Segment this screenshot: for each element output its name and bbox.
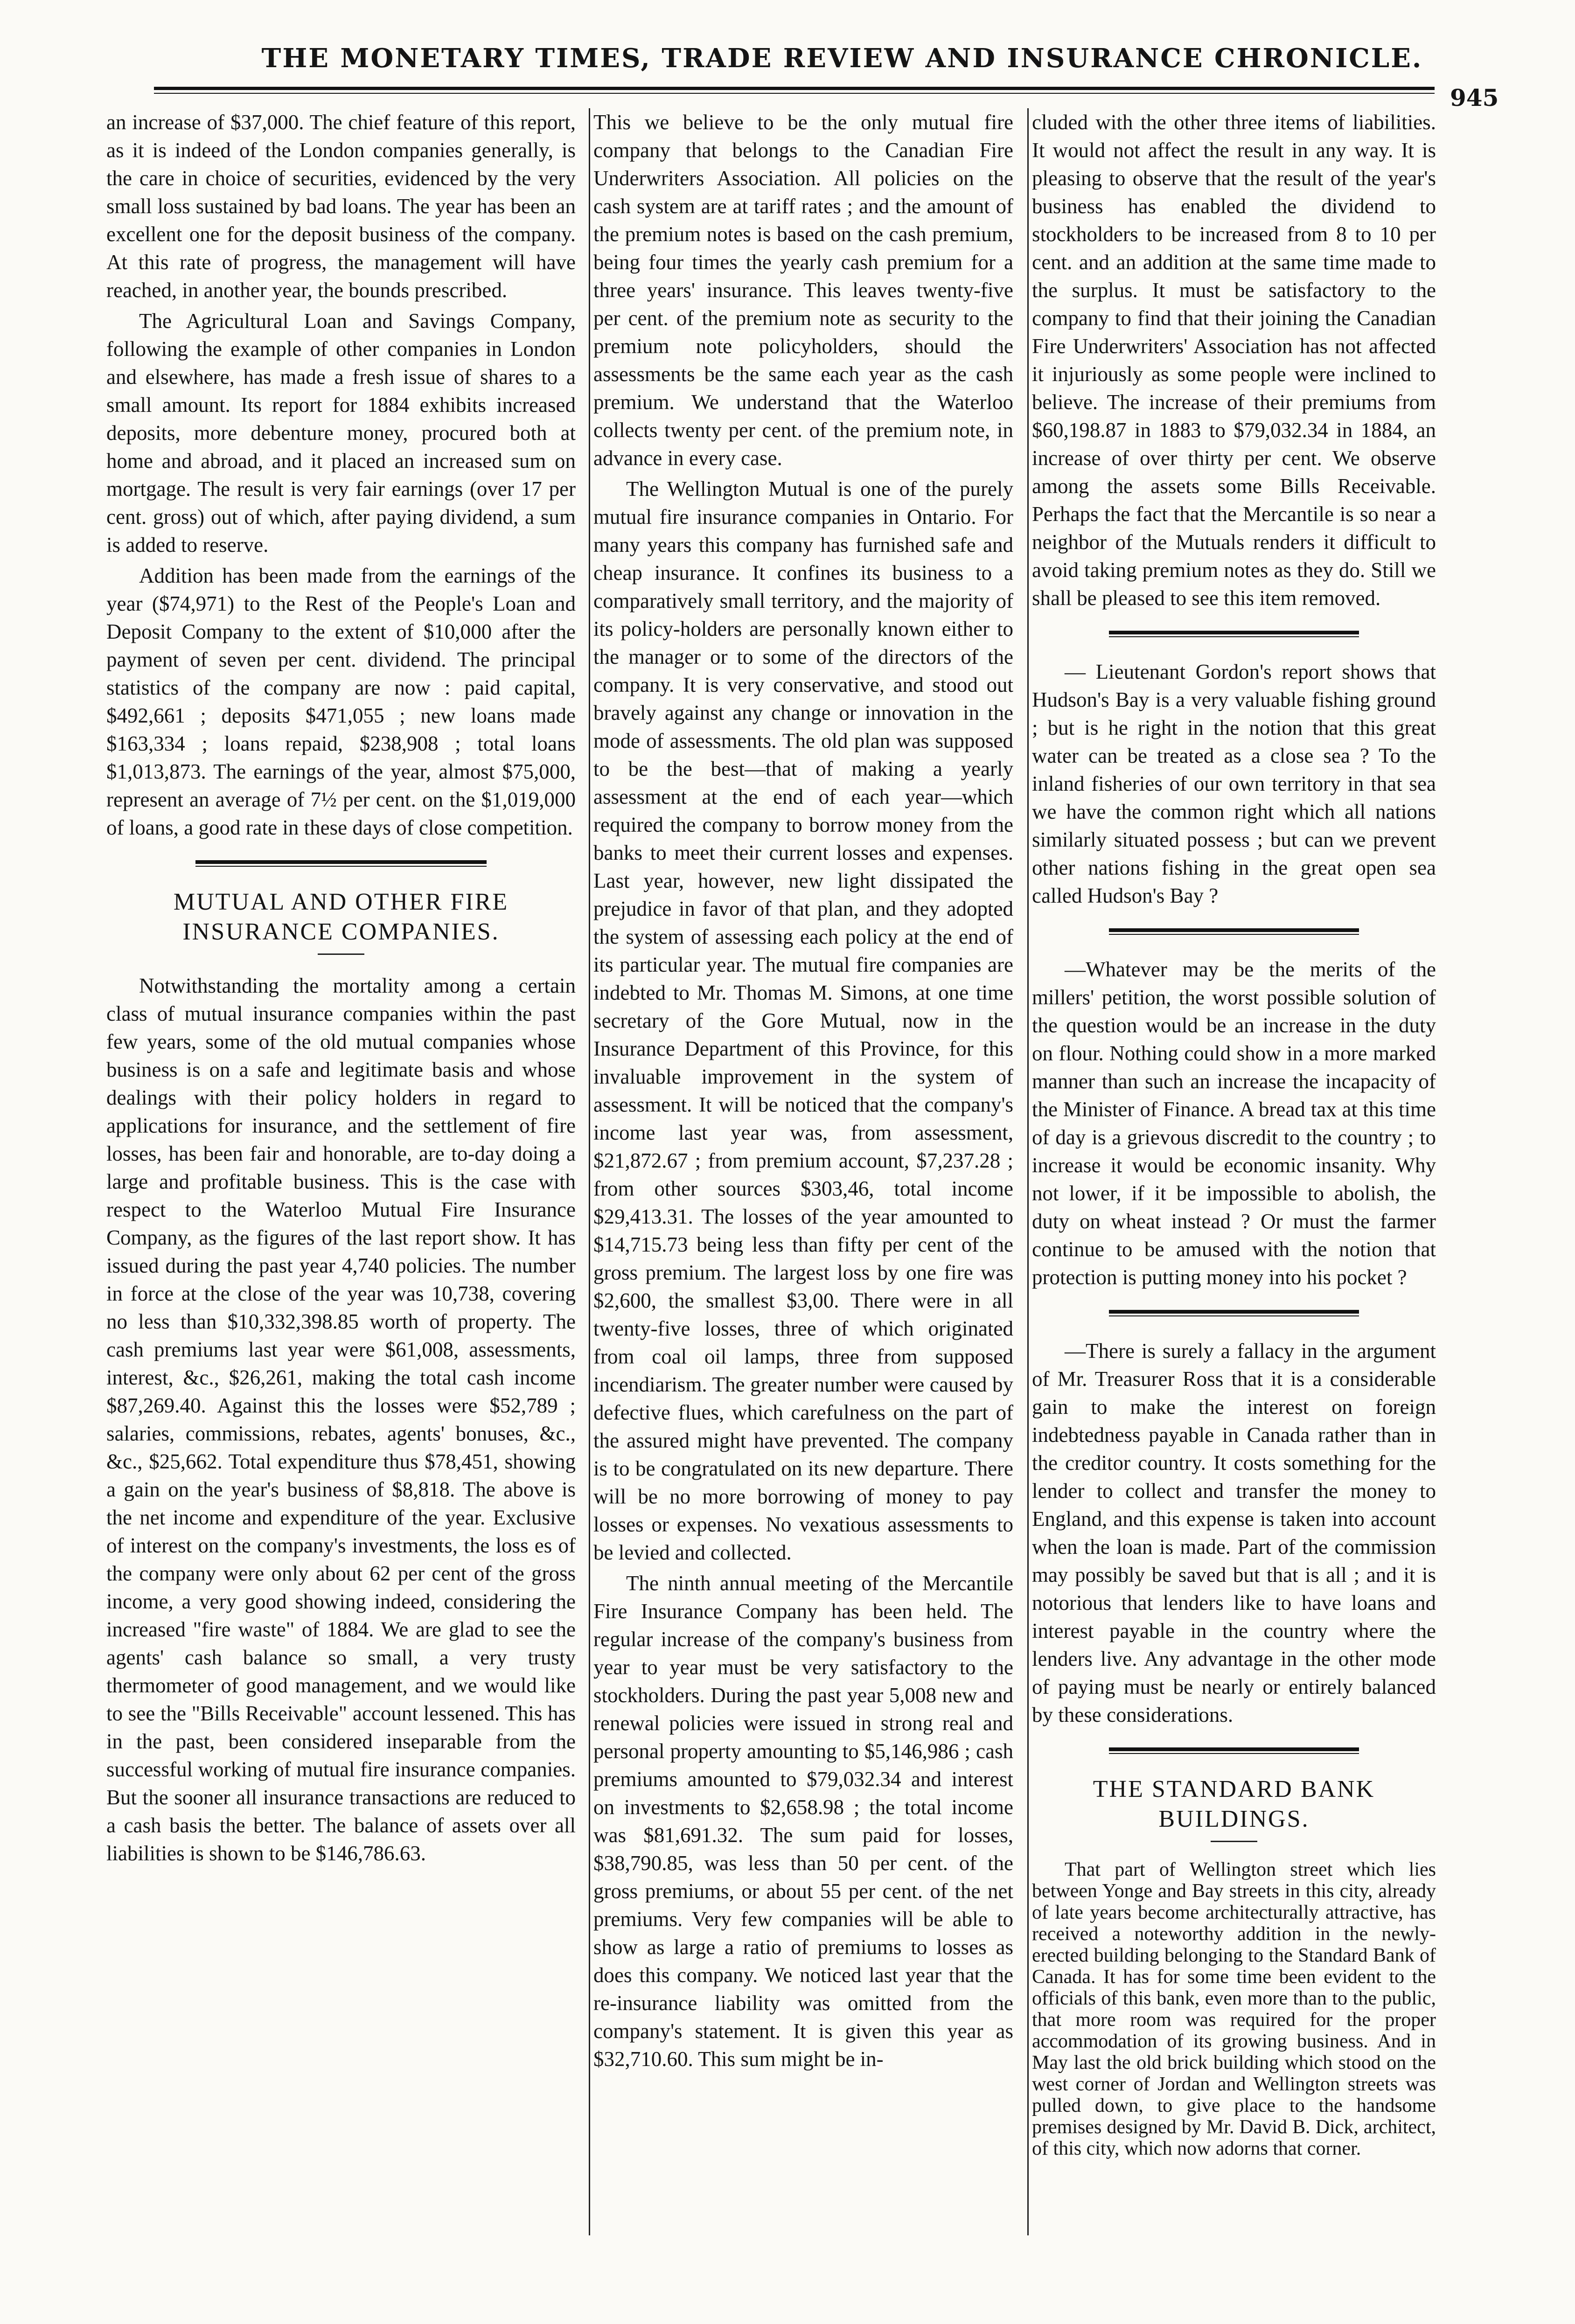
section-heading: THE STANDARD BANK BUILDINGS. (1093, 1776, 1375, 1832)
paragraph: cluded with the other three items of liabilities. It would not affect the result in any way. It is pleasing to observe that the result of the year's business has enabled the dividend to stockholders to be increased from 8 to 10 per cent. and an addition at the same time made to the surplus. It must be satisfactory to the company to find that their joining the Canadian Fire Underwriters' Association has not affected it injuriously as some people were inclined to believe. The increase of their premiums from $60,198.87 in 1883 to $79,032.34 in 1884, an increase of over thirty per cent. We observe among the assets some Bills Receivable. Perhaps the fact that the Mercantile is so near a neighbor of the Mutuals renders it difficult to avoid taking premium notes as they do. Still we shall be pleased to see this item removed. (1032, 111, 1436, 610)
paragraph: The Wellington Mutual is one of the purely mutual fire insurance companies in Ontario. For many years this company has furnished safe and cheap insurance. It confines its business to a comparatively small territory, and the majority of its policy-holders are personally known either to the manager or to some of the directors of the company. It is very conservative, and stood out bravely against any change or innovation in the mode of assessments. The old plan was supposed to be the best—that of making a yearly assessment at the end of each year—which required the company to borrow money from the banks to meet their current losses and expenses. Last year, however, new light dissipated the prejudice in favor of that plan, and they adopted the system of assessing each policy at the end of its particular year. The mutual fire companies are indebted to Mr. Thomas M. Simons, at one time secretary of the Gore Mutual, now in the Insurance Department of this Province, for this invaluable improvement in the system of assessment. It will be noticed that the company's income last year was, from assessment, $21,872.67 ; from premium account, $7,237.28 ; from other sources $303,46, total income $29,413.31. The losses of the year amounted to $14,715.73 being less than fifty per cent of the gross premium. The largest loss by one fire was $2,600, the smallest $3,00. There were in all twenty-five losses, three of which originated from coal oil lamps, three from supposed incendiarism. The greater number were caused by defective flues, which carefulness on the part of the assured might have prevented. The company is to be congratulated on its new departure. There will be no more borrowing of money to pay losses or expenses. No vexatious assessments to be levied and collected. (593, 477, 1013, 1564)
section-heading: MUTUAL AND OTHER FIRE INSURANCE COMPANIES. (173, 889, 509, 945)
column-2 (593, 108, 1013, 2073)
column-rule-2 (1027, 108, 1029, 2235)
column-3 (1032, 108, 1436, 2159)
section-divider (1109, 1747, 1359, 1754)
paragraph: —There is surely a fallacy in the argument of Mr. Treasurer Ross that it is a considerable gain to make the interest on foreign indebtedness payable in Canada rather than in the creditor country. It costs something for the lender to collect and transfer the money to England, and this expense is taken into account when the loan is made. Part of the commission may possibly be saved but that is all ; and it is notorious that lenders like to have loans and interest payable in the country where the lenders live. Any advantage in the other mode of paying must be nearly or entirely balanced by these considerations. (1032, 1339, 1436, 1726)
heading-underline (318, 953, 364, 955)
column-rule-1 (589, 108, 590, 2235)
paragraph: This we believe to be the only mutual fire company that belongs to the Canadian Fire Underwriters Association. All policies on the cash system are at tariff rates ; and the amount of the premium notes is based on the cash premium, being four times the yearly cash premium for a three years' insurance. This leaves twenty-five per cent. of the premium note as security to the premium note policyholders, should the assessments be the same each year as the cash premium. We understand that the Waterloo collects twenty per cent. of the premium note, in advance in every case. (593, 111, 1013, 470)
section-divider (1109, 631, 1359, 637)
paragraph: Addition has been made from the earnings of the year ($74,971) to the Rest of the People's Loan and Deposit Company to the extent of $10,000 after the payment of seven per cent. dividend. The principal statistics of the company are now : paid capital, $492,661 ; deposits $471,055 ; new loans made $163,334 ; loans repaid, $238,908 ; total loans $1,013,873. The earnings of the year, almost $75,000, represent an average of 7½ per cent. on the $1,019,000 of loans, a good rate in these days of close competition. (106, 564, 576, 839)
paragraph: The ninth annual meeting of the Mercantile Fire Insurance Company has been held. The regular increase of the company's business from year to year must be very satisfactory to the stockholders. During the past year 5,008 new and renewal policies were issued in strong real and personal property amounting to $5,146,986 ; cash premiums amounted to $79,032.34 and interest on investments to $2,658.98 ; the total income was $81,691.32. The sum paid for losses, $38,790.85, was less than 50 per cent. of the gross premiums, or about 55 per cent. of the net premiums. Very few companies will be able to show as large a ratio of premiums to losses as does this company. We noticed last year that the re-insurance liability was omitted from the company's statement. It is given this year as $32,710.60. This sum might be in- (593, 1572, 1013, 2071)
paragraph: Notwithstanding the mortality among a certain class of mutual insurance companies within the past few years, some of the old mutual companies whose business is on a safe and legitimate basis and whose dealings with their policy holders in regard to applications for insurance, and the settlement of fire losses, has been fair and honorable, are to-day doing a large and profitable business. This is the case with respect to the Waterloo Mutual Fire Insurance Company, as the figures of the last report show. It has issued during the past year 4,740 policies. The number in force at the close of the year was 10,738, covering no less than $10,332,398.85 worth of property. The cash premiums last year were $61,008, assessments, interest, &c., $26,261, making the total cash income $87,269.40. Against this the losses were $52,789 ; salaries, commissions, rebates, agents' bonuses, &c., &c., $25,662. Total expenditure thus $78,451, showing a gain on the year's business of $8,818. The above is the net income and expenditure of the year. Exclusive of interest on the company's investments, the loss es of the company were only about 62 per cent of the gross income, a very good showing indeed, considering the increased "fire waste" of 1884. We are glad to see the agents' cash balance so small, a very trusty thermometer of good management, and we would like to see the "Bills Receivable" account lessened. This has in the past, been considered inseparable from the successful working of mutual fire insurance companies. But the sooner all insurance transactions are reduced to a cash basis the better. The balance of assets over all liabilities is shown to be $146,786.63. (106, 974, 576, 1865)
paragraph: —Whatever may be the merits of the millers' petition, the worst possible solution of the question would be an increase in the duty on flour. Nothing could show in a more marked manner than such an increase the incapacity of the Minister of Finance. A bread tax at this time of day is a grievous discredit to the country ; to increase it would be economic insanity. Why not lower, if it be impossible to abolish, the duty on wheat instead ? Or must the farmer continue to be amused with the notion that protection is putting money into his pocket ? (1032, 958, 1436, 1289)
page-number: 945 (1450, 84, 1499, 111)
section-divider (195, 860, 487, 867)
masthead: THE MONETARY TIMES, TRADE REVIEW AND INSURANCE CHRONICLE. (261, 43, 1423, 74)
section-divider (1109, 1310, 1359, 1316)
column-1 (106, 108, 576, 1867)
header-rule (154, 87, 1435, 94)
paragraph: an increase of $37,000. The chief feature of this report, as it is indeed of the London companies generally, is the care in choice of securities, evidenced by the very small loss sustained by bad loans. The year has been an excellent one for the deposit business of the company. At this rate of progress, the management will have reached, in another year, the bounds prescribed. (106, 111, 576, 302)
section-divider (1109, 928, 1359, 935)
heading-underline (1211, 1841, 1257, 1842)
paragraph: The Agricultural Loan and Savings Company, following the example of other companies in London and elsewhere, has made a fresh issue of shares to a small amount. Its report for 1884 exhibits increased deposits, more debenture money, procured both at home and abroad, and it placed an increased sum on mortgage. The result is very fair earnings (over 17 per cent. gross) out of which, after paying dividend, a sum is added to reserve. (106, 309, 576, 557)
paragraph: That part of Wellington street which lies between Yonge and Bay streets in this city, already of late years become architecturally attractive, has received a noteworthy addition in the newly-erected building belonging to the Standard Bank of Canada. It has for some time been evident to the officials of this bank, even more than to the public, that more room was required for the proper accommodation of its growing business. And in May last the old brick building which stood on the west corner of Jordan and Wellington streets was pulled down, to give place to the handsome premises designed by Mr. David B. Dick, architect, of this city, which now adorns that corner. (1032, 1859, 1436, 2159)
paragraph: — Lieutenant Gordon's report shows that Hudson's Bay is a very valuable fishing ground ; but is he right in the notion that this great water can be treated as a close sea ? To the inland fisheries of our own territory in that sea we have the common right which all nations similarly situated possess ; but can we prevent other nations fishing in the great open sea called Hudson's Bay ? (1032, 660, 1436, 907)
